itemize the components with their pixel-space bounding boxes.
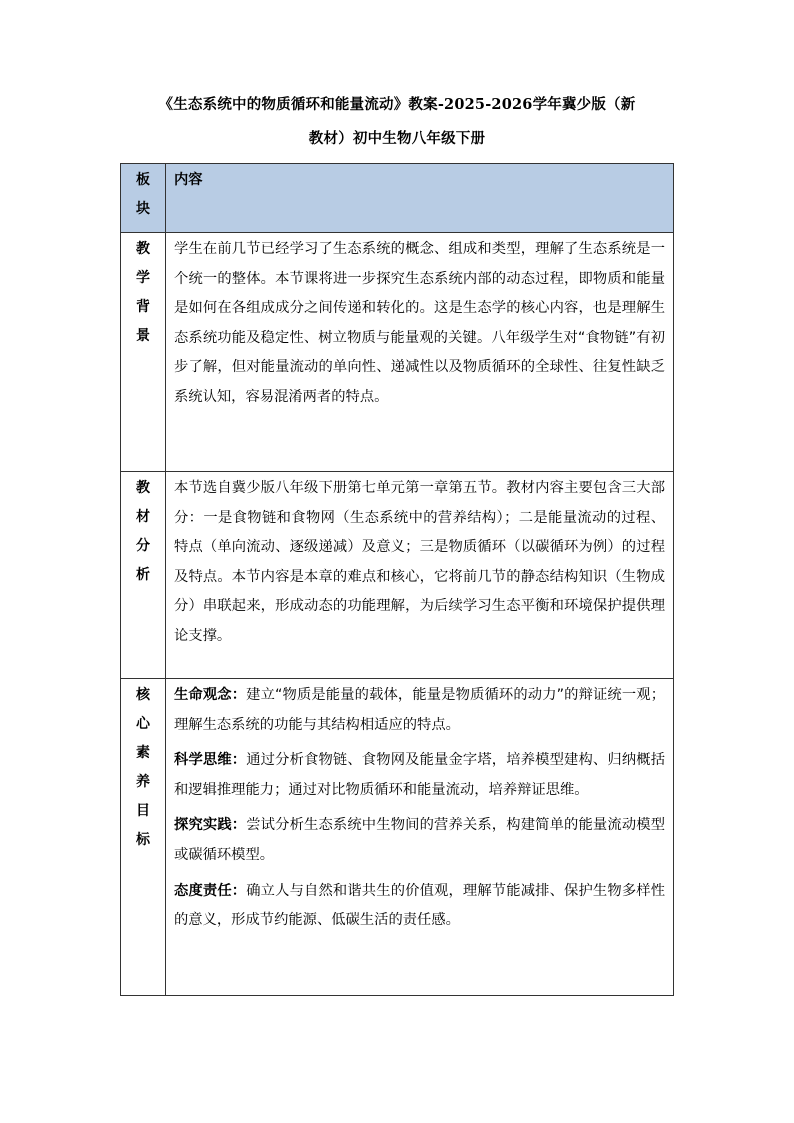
table-row-core-literacy: [121, 679, 674, 996]
row-content: 本节选自冀少版八年级下册第七单元第一章第五节。教材内容主要包含三大部分：一是食物链和食物网（生态系统中的营养结构）；二是能量流动的过程、特点（单向流动、逐级递减）及意义；三是物质循环（以碳循环为例）的过程及特点。本节内容是本章的难点和核心，它将前几节的静态结构知识（生物成分）串联起来，形成动态的功能理解，为后续学习生态平衡和环境保护提供理论支撑。: [174, 480, 665, 644]
goal-text: 通过分析食物链、食物网及能量金字塔，培养模型建构、归纳概括和逻辑推理能力；通过对比物质循环和能量流动，培养辩证思维。: [174, 752, 666, 798]
goal-key: 探究实践：: [174, 817, 247, 834]
header-content: 内容: [174, 172, 203, 188]
goal-text: 建立“物质是能量的载体，能量是物质循环的动力”的辩证统一观；理解生态系统的功能与其结构相适应的特点。: [174, 687, 666, 733]
row-content: 学生在前几节已经学习了生态系统的概念、组成和类型，理解了生态系统是一个统一的整体。本节课将进一步探究生态系统内部的动态过程，即物质和能量是如何在各组成成分之间传递和转化的。这是生态学的核心内容，也是理解生态系统功能及稳定性、树立物质与能量观的关键。八年级学生对“食物链”有初步了解，但对能量流动的单向性、递减性以及物质循环的全球性、往复性缺乏系统认知，容易混淆两者的特点。: [174, 241, 665, 405]
title-line-1: 《生态系统中的物质循环和能量流动》教案-2025-2026学年冀少版（新: [158, 96, 636, 113]
goal-attitude-responsibility: [174, 877, 665, 936]
goal-key: 生命观念：: [174, 687, 247, 703]
row-label: 教材分析: [136, 480, 150, 583]
goal-life-concept: [174, 681, 665, 740]
title-line-2: 教材）初中生物八年级下册: [308, 130, 486, 147]
goal-key: 态度责任：: [174, 882, 247, 899]
header-label: 板块: [136, 172, 150, 217]
goal-scientific-thinking: [174, 746, 665, 805]
goal-text: 尝试分析生态系统中生物间的营养关系，构建简单的能量流动模型或碳循环模型。: [174, 817, 666, 863]
row-content: [166, 679, 673, 995]
row-label: 教学背景: [136, 241, 150, 344]
goal-inquiry-practice: [174, 811, 665, 870]
goal-key: 科学思维：: [174, 752, 247, 769]
table-header-row: [121, 164, 674, 233]
table-row-material-analysis: [121, 472, 674, 679]
lesson-plan-table: [120, 163, 674, 996]
goal-text: 确立人与自然和谐共生的价值观，理解节能减排、保护生物多样性的意义，形成节约能源、低碳生活的责任感。: [174, 882, 666, 929]
row-label: 核心素养目标: [136, 687, 150, 848]
table-row-background: [121, 233, 674, 472]
document-title: [120, 88, 674, 156]
